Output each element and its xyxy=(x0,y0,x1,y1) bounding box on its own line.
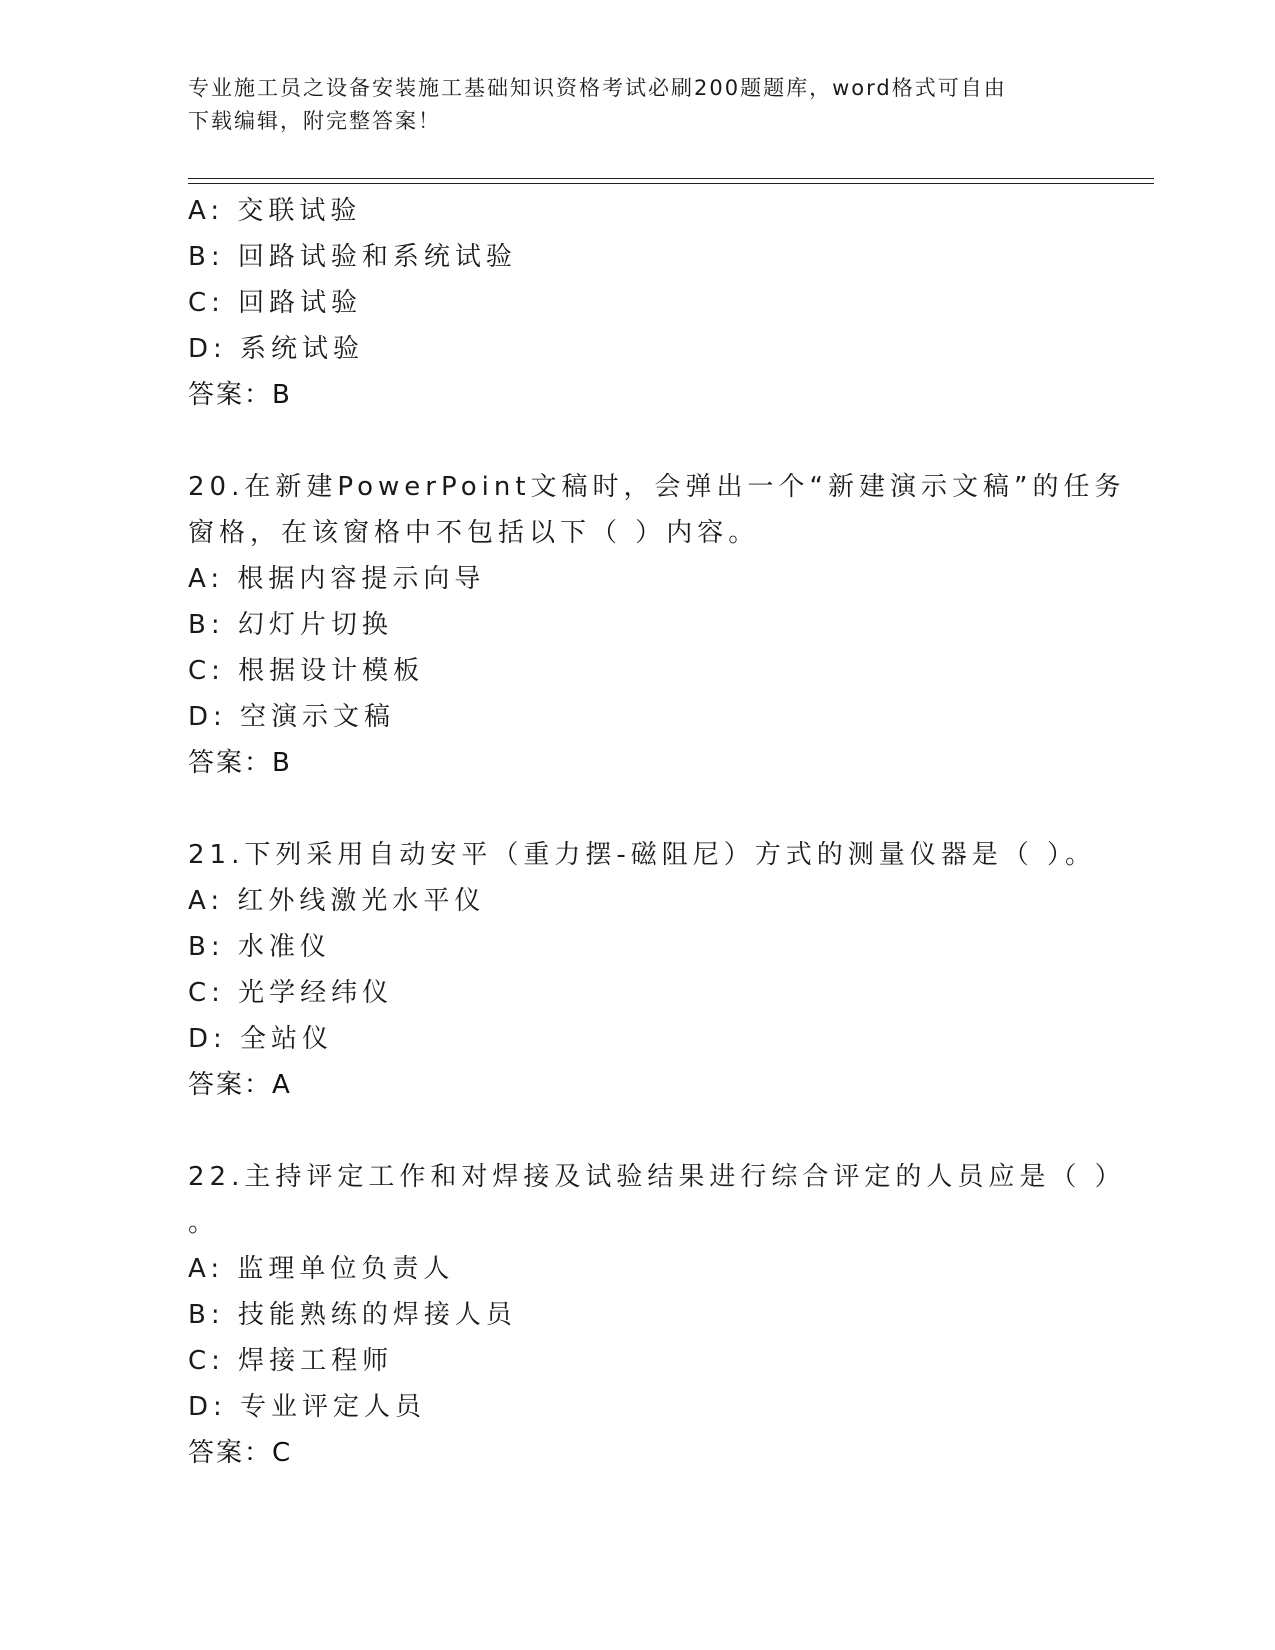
answer: 答案：B xyxy=(188,748,292,778)
document-header xyxy=(188,72,1068,138)
option-c: C: 根据设计模板 xyxy=(188,656,425,686)
spacer xyxy=(188,418,1088,464)
option-b: B: 技能熟练的焊接人员 xyxy=(188,1300,517,1330)
option-d: D: 系统试验 xyxy=(188,334,365,364)
header-divider-top xyxy=(188,178,1154,179)
header-divider-bottom xyxy=(188,183,1154,184)
option-a: A: 监理单位负责人 xyxy=(188,1254,455,1284)
option-a: A: 根据内容提示向导 xyxy=(188,564,486,594)
answer: 答案：C xyxy=(188,1438,293,1468)
question-stem: 窗格，在该窗格中不包括以下（ ）内容。 xyxy=(188,518,760,548)
header-line-2: 下载编辑，附完整答案！ xyxy=(188,109,441,133)
option-c: C: 回路试验 xyxy=(188,288,363,318)
answer: 答案：B xyxy=(188,380,292,410)
spacer xyxy=(188,1108,1088,1154)
question-stem: 22.主持评定工作和对焊接及试验结果进行综合评定的人员应是（ ） xyxy=(188,1162,1126,1192)
option-b: B: 幻灯片切换 xyxy=(188,610,393,640)
question-stem: 。 xyxy=(188,1208,220,1238)
option-a: A: 交联试验 xyxy=(188,196,362,226)
question-19-block xyxy=(188,188,1088,418)
document-body xyxy=(188,188,1126,1476)
question-stem: 21.下列采用自动安平（重力摆-磁阻尼）方式的测量仪器是（ ）。 xyxy=(188,840,1096,870)
option-a: A: 红外线激光水平仪 xyxy=(188,886,486,916)
option-b: B: 水准仪 xyxy=(188,932,331,962)
option-b: B: 回路试验和系统试验 xyxy=(188,242,517,272)
answer: 答案：A xyxy=(188,1070,292,1100)
header-line-1: 专业施工员之设备安装施工基础知识资格考试必刷200题题库，word格式可自由 xyxy=(188,76,1007,100)
question-22-block xyxy=(188,1154,1126,1476)
option-d: D: 空演示文稿 xyxy=(188,702,396,732)
question-stem: 20.在新建PowerPoint文稿时，会弹出一个“新建演示文稿”的任务 xyxy=(188,472,1126,502)
spacer xyxy=(188,786,1088,832)
question-20-block xyxy=(188,464,1126,786)
option-c: C: 焊接工程师 xyxy=(188,1346,394,1376)
question-21-block xyxy=(188,832,1096,1108)
option-c: C: 光学经纬仪 xyxy=(188,978,394,1008)
option-d: D: 全站仪 xyxy=(188,1024,334,1054)
option-d: D: 专业评定人员 xyxy=(188,1392,427,1422)
